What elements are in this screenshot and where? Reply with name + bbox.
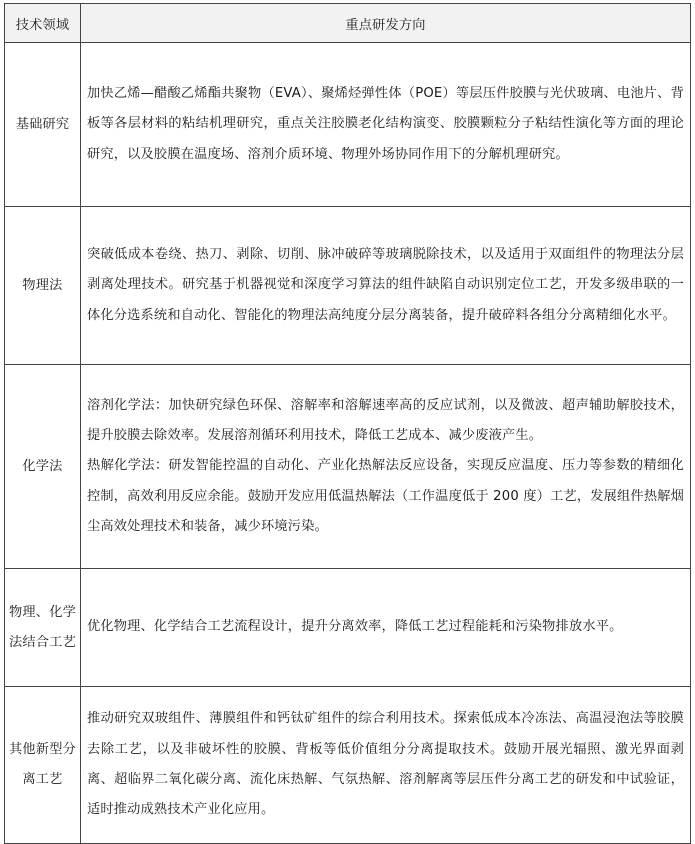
direction-cell (81, 365, 691, 569)
table-row-basic-research (5, 43, 691, 207)
field-cell: 基础研究 (5, 43, 81, 207)
field-cell: 物理、化学法结合工艺 (5, 569, 81, 687)
field-cell: 物理法 (5, 207, 81, 365)
direction-cell (81, 43, 691, 207)
field-cell: 化学法 (5, 365, 81, 569)
direction-paragraph: 热解化学法：研发智能控温的自动化、产业化热解法反应设备，实现反应温度、压力等参数的精细化控制，高效利用反应余能。鼓励开发应用低温热解法（工作温度低于 200 度）工艺，发展组件热解烟尘高效处理技术和装备，减少环境污染。 (87, 458, 684, 534)
table-header-row (5, 4, 691, 43)
direction-paragraph: 优化物理、化学结合工艺流程设计，提升分离效率，降低工艺过程能耗和污染物排放水平。 (87, 619, 623, 635)
table-row-other-new (5, 687, 691, 844)
direction-paragraph: 突破低成本卷绕、热刀、剥除、切削、脉冲破碎等玻璃脱除技术，以及适用于双面组件的物理法分层剥离处理技术。研究基于机器视觉和深度学习算法的组件缺陷自动识别定位工艺，开发多级串联的一体化分选系统和自动化、智能化的物理法高纯度分层分离装备，提升破碎料各组分分离精细化水平。 (87, 247, 684, 323)
table-row-physical (5, 207, 691, 365)
table-row-chemical (5, 365, 691, 569)
table-row-combined (5, 569, 691, 687)
direction-cell (81, 569, 691, 687)
direction-cell (81, 687, 691, 844)
tech-direction-table (4, 3, 691, 844)
direction-cell (81, 207, 691, 365)
header-direction: 重点研发方向 (81, 4, 691, 43)
direction-paragraph: 溶剂化学法：加快研究绿色环保、溶解率和溶解速率高的反应试剂，以及微波、超声辅助解胶技术，提升胶膜去除效率。发展溶剂循环利用技术，降低工艺成本、减少废液产生。 (87, 397, 684, 444)
field-cell: 其他新型分离工艺 (5, 687, 81, 844)
header-field: 技术领域 (5, 4, 81, 43)
direction-paragraph: 推动研究双玻组件、薄膜组件和钙钛矿组件的综合利用技术。探索低成本冷冻法、高温浸泡法等胶膜去除工艺，以及非破坏性的胶膜、背板等低价值组分分离提取技术。鼓励开展光辐照、激光界面剥离、超临界二氧化碳分离、流化床热解、气氛热解、溶剂解离等层压件分离工艺的研发和中试验证，适时推动成熟技术产业化应用。 (87, 711, 684, 818)
direction-paragraph: 加快乙烯—醋酸乙烯酯共聚物（EVA）、聚烯烃弹性体（POE）等层压件胶膜与光伏玻璃、电池片、背板等各层材料的粘结机理研究，重点关注胶膜老化结构演变、胶膜颗粒分子粘结性演化等方面的理论研究，以及胶膜在温度场、溶剂介质环境、物理外场协同作用下的分解机理研究。 (87, 86, 684, 162)
